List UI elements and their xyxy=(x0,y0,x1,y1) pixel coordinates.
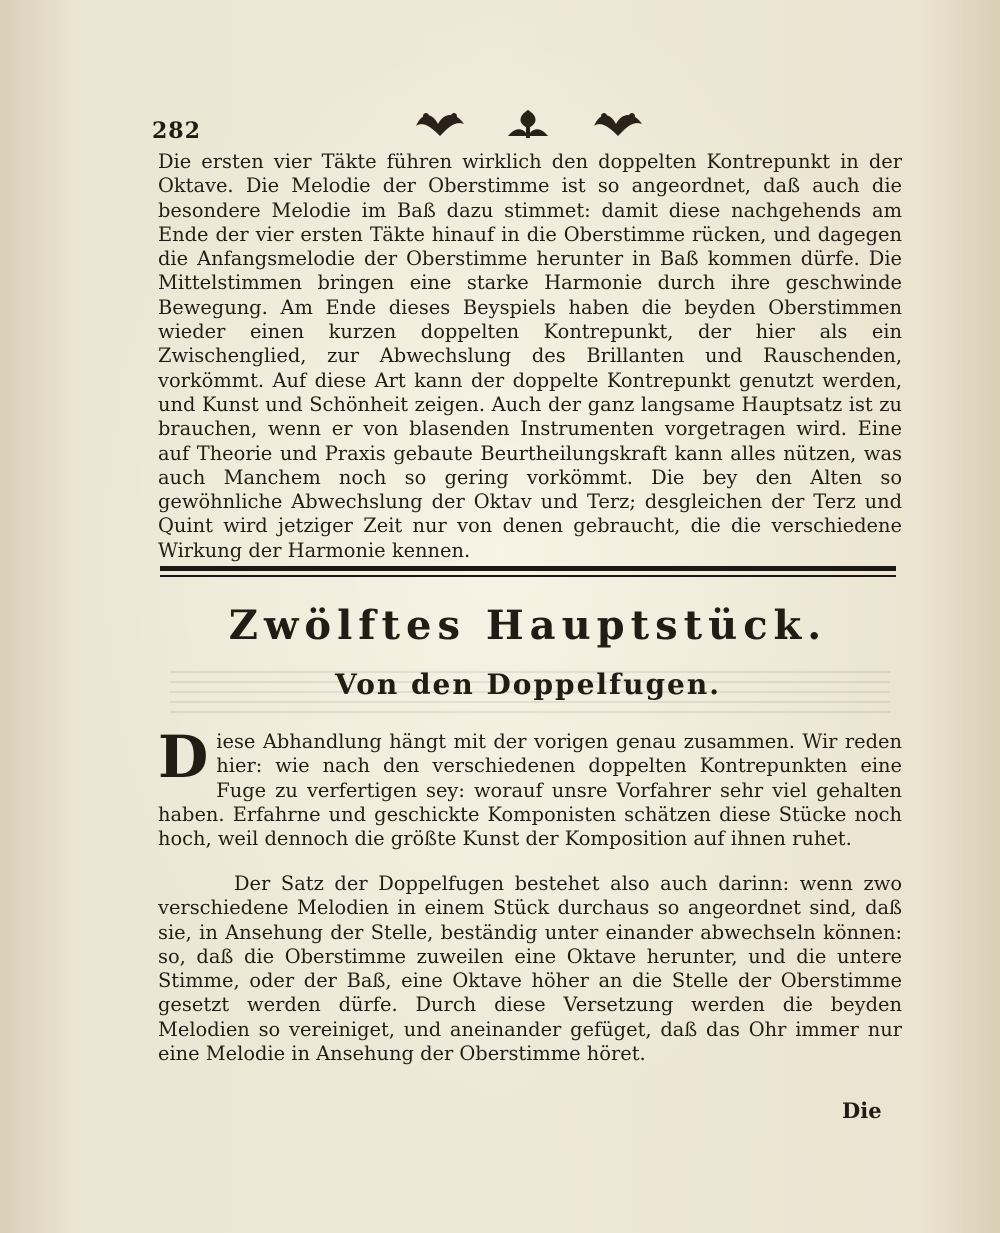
floral-ornament-left-icon xyxy=(410,106,470,142)
divider-thick-rule xyxy=(160,566,896,571)
catchword: Die xyxy=(842,1098,882,1123)
floral-ornament-right-icon xyxy=(588,106,648,142)
floral-ornament-center-icon xyxy=(498,106,558,142)
page-header xyxy=(148,104,908,144)
main-paragraph: Der Satz der Doppelfugen bestehet also auch darinn: wenn zwo verschiedene Melodien in einem Stück durchaus so angeordnet sind, daß sie, in Ansehung der Stelle, beständig unter einander abwechseln können: so, daß die Oberstimme zuweilen eine Oktave herunter, und die untere Stimme, oder der Baß, eine Oktave höher an die Stelle der Oberstimme gesetzt werden dürfe. Durch diese Versetzung werden die beyden Melodien so vereiniget, und aneinander gefüget, daß das Ohr immer nur eine Melodie in Ansehung der Oberstimme höret. xyxy=(158,872,902,1066)
intro-paragraph xyxy=(158,723,902,851)
page-number: 282 xyxy=(152,118,201,144)
chapter-subtitle: Von den Doppelfugen. xyxy=(335,668,721,701)
chapter-divider xyxy=(160,566,896,580)
intro-paragraph-text: iese Abhandlung hängt mit der vorigen genau zusammen. Wir reden hier: wie nach den verschiedenen doppelten Kontrepunkten eine Fuge zu verfertigen sey: worauf unsre Vorfahrer sehr viel gehalten haben. Erfahrne und geschickte Komponisten schätzen diese Stücke noch hoch, weil dennoch die größte Kunst der Komposition auf ihnen ruhet. xyxy=(158,730,902,851)
chapter-title: Zwölftes Hauptstück. xyxy=(228,602,828,649)
continued-paragraph: Die ersten vier Täkte führen wirklich den doppelten Kontrepunkt in der Oktave. Die Melodie der Oberstimme ist so angeordnet, daß auch die besondere Melodie im Baß dazu stimmet: damit diese nachgehends am Ende der vier ersten Täkte hinauf in die Oberstimme rücken, und dagegen die Anfangsmelodie der Oberstimme herunter in Baß kommen dürfe. Die Mittelstimmen bringen eine starke Harmonie durch ihre geschwinde Bewegung. Am Ende dieses Beyspiels haben die beyden Oberstimmen wieder einen kurzen doppelten Kontrepunkt, der hier als ein Zwischenglied, zur Abwechslung des Brillanten und Rauschenden, vorkömmt. Auf diese Art kann der doppelte Kontrepunkt genutzt werden, und Kunst und Schönheit zeigen. Auch der ganz langsame Hauptsatz ist zu brauchen, wenn er von blasenden Instrumenten vorgetragen wird. Eine auf Theorie und Praxis gebaute Beurtheilungskraft kann alles nützen, was auch Manchem noch so gering vorkömmt. Die bey den Alten so gewöhnliche Abwechslung der Oktav und Terz; desgleichen der Terz und Quint wird jetziger Zeit nur von denen gebraucht, die die verschiedene Wirkung der Harmonie kennen. xyxy=(158,150,902,562)
divider-thin-rule xyxy=(160,575,896,577)
drop-cap: D xyxy=(158,723,209,791)
